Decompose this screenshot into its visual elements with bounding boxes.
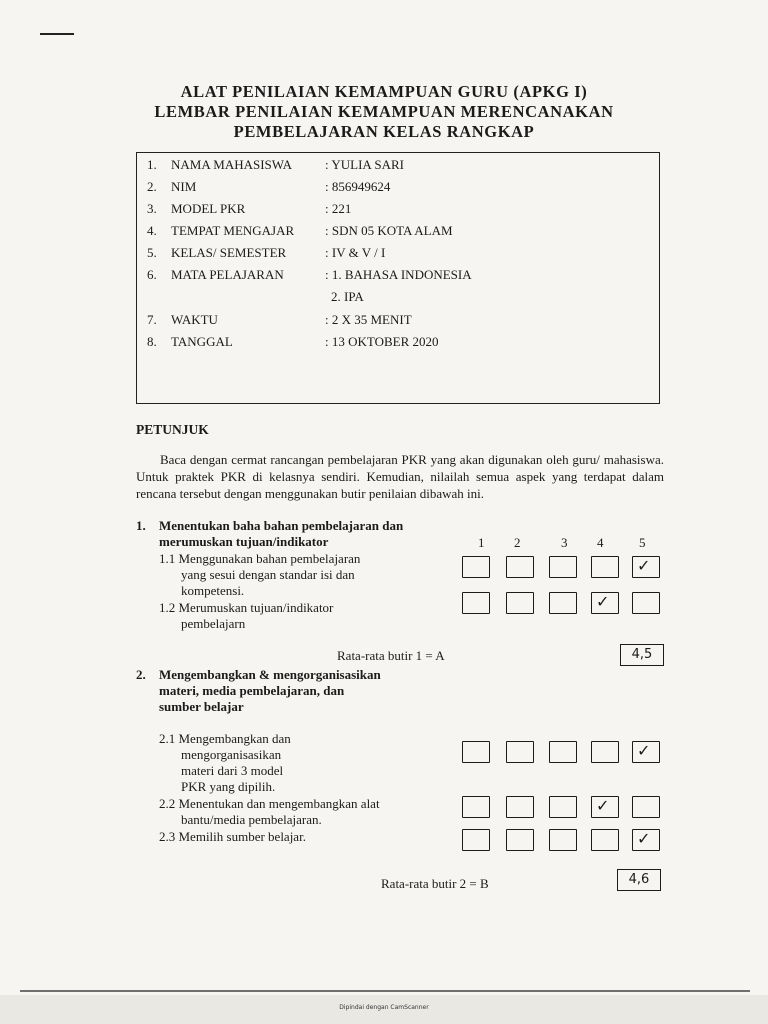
- info-row-subject-2: [137, 289, 657, 307]
- instructions-heading: PETUNJUK: [136, 422, 209, 437]
- average-2-label: Rata-rata butir 2 = B: [381, 876, 489, 891]
- score-checkbox-2-3-1[interactable]: [462, 829, 490, 851]
- score-checkbox-2-2-1[interactable]: [462, 796, 490, 818]
- check-mark-icon: ✓: [637, 741, 651, 760]
- score-checkbox-1-1-1[interactable]: [462, 556, 490, 578]
- item-line: 2.1 Mengembangkan dan: [159, 731, 291, 746]
- section-2-heading-line-1: Mengembangkan & mengorganisasikan: [159, 667, 381, 682]
- item-2-3: [159, 829, 439, 845]
- info-row-model: [137, 201, 657, 219]
- pen-dash-mark: [40, 33, 74, 35]
- score-checkbox-2-2-3[interactable]: [549, 796, 577, 818]
- info-row-time: [137, 312, 657, 330]
- info-label: NIM: [171, 179, 197, 194]
- item-line: bantu/media pembelajaran.: [181, 812, 322, 827]
- score-checkbox-2-1-1[interactable]: [462, 741, 490, 763]
- item-line: yang sesui dengan standar isi dan: [181, 567, 355, 582]
- info-num: 5.: [147, 245, 157, 260]
- scale-label-2: 2: [514, 535, 521, 550]
- score-checkbox-1-1-5[interactable]: [632, 556, 660, 578]
- info-value: : 2 X 35 MENIT: [325, 312, 412, 327]
- score-checkbox-2-3-2[interactable]: [506, 829, 534, 851]
- check-mark-icon: ✓: [596, 592, 610, 611]
- info-value: : 1. BAHASA INDONESIA: [325, 267, 472, 282]
- item-line: mengorganisasikan: [181, 747, 282, 762]
- item-2-1: [159, 731, 379, 795]
- item-line: PKR yang dipilih.: [181, 779, 276, 794]
- info-num: 4.: [147, 223, 157, 238]
- score-checkbox-1-1-2[interactable]: [506, 556, 534, 578]
- section-1-heading-line-2: merumuskan tujuan/indikator: [159, 534, 329, 549]
- info-num: 6.: [147, 267, 157, 282]
- scale-label-5: 5: [639, 535, 646, 550]
- info-label: MATA PELAJARAN: [171, 267, 284, 282]
- info-label: TEMPAT MENGAJAR: [171, 223, 295, 238]
- scale-label-4: 4: [597, 535, 604, 550]
- title-line-2: LEMBAR PENILAIAN KEMAMPUAN MERENCANAKAN: [154, 102, 614, 121]
- scale-label-1: 1: [478, 535, 485, 550]
- info-label: NAMA MAHASISWA: [171, 157, 292, 172]
- item-line: materi dari 3 model: [181, 763, 284, 778]
- identity-box: [136, 152, 660, 404]
- info-label: WAKTU: [171, 312, 218, 327]
- info-num: 3.: [147, 201, 157, 216]
- item-1-1: [159, 551, 419, 599]
- score-checkbox-2-3-3[interactable]: [549, 829, 577, 851]
- info-row-place: [137, 223, 657, 241]
- item-line: 1.2 Merumuskan tujuan/indikator: [159, 600, 334, 615]
- scale-label-3: 3: [561, 535, 568, 550]
- info-value: : 221: [325, 201, 352, 216]
- score-checkbox-2-2-2[interactable]: [506, 796, 534, 818]
- score-checkbox-1-2-1[interactable]: [462, 592, 490, 614]
- scanner-footer: Dipindai dengan CamScanner: [339, 1004, 429, 1011]
- section-2-number: 2.: [136, 667, 146, 682]
- score-checkbox-2-2-5[interactable]: [632, 796, 660, 818]
- item-line: kompetensi.: [181, 583, 245, 598]
- score-checkbox-1-2-3[interactable]: [549, 592, 577, 614]
- item-line: pembelajarn: [181, 616, 246, 631]
- info-value: : 856949624: [325, 179, 391, 194]
- item-1-2: [159, 600, 419, 632]
- info-num: 8.: [147, 334, 157, 349]
- info-value: : IV & V / I: [325, 245, 386, 260]
- item-2-2: [159, 796, 439, 828]
- section-1-number: 1.: [136, 518, 146, 533]
- info-num: 7.: [147, 312, 157, 327]
- info-value: : SDN 05 KOTA ALAM: [325, 223, 453, 238]
- info-row-nim: [137, 179, 657, 197]
- info-value: 2. IPA: [331, 289, 364, 304]
- score-checkbox-1-2-2[interactable]: [506, 592, 534, 614]
- instructions-body: Baca dengan cermat rancangan pembelajaran PKR yang akan digunakan oleh guru/ mahasiswa. Untuk praktek PKR di kelasnya sendiri. Kemudian, nilailah semua aspek yang terdapat dalam rencana tersebut dengan menggunakan butir penilaian dibawah ini.: [136, 452, 664, 501]
- info-label: KELAS/ SEMESTER: [171, 245, 287, 260]
- score-checkbox-2-1-2[interactable]: [506, 741, 534, 763]
- score-checkbox-2-1-4[interactable]: [591, 741, 619, 763]
- score-checkbox-1-1-4[interactable]: [591, 556, 619, 578]
- section-2-heading-line-3: sumber belajar: [159, 699, 244, 714]
- score-checkbox-1-2-5[interactable]: [632, 592, 660, 614]
- check-mark-icon: ✓: [637, 829, 651, 848]
- score-checkbox-2-1-5[interactable]: [632, 741, 660, 763]
- average-1-box: 4,5: [620, 644, 664, 666]
- average-2-box: 4,6: [617, 869, 661, 891]
- score-checkbox-2-3-5[interactable]: [632, 829, 660, 851]
- info-label: MODEL PKR: [171, 201, 246, 216]
- section-1-heading-line-1: Menentukan baha bahan pembelajaran dan: [159, 518, 404, 533]
- info-num: 2.: [147, 179, 157, 194]
- title-line-3: PEMBELAJARAN KELAS RANGKAP: [233, 122, 535, 141]
- info-num: 1.: [147, 157, 157, 172]
- info-row-date: [137, 334, 657, 352]
- score-checkbox-1-1-3[interactable]: [549, 556, 577, 578]
- check-mark-icon: ✓: [596, 796, 610, 815]
- title-line-1: ALAT PENILAIAN KEMAMPUAN GURU (APKG I): [180, 82, 588, 101]
- item-line: 2.2 Menentukan dan mengembangkan alat: [159, 796, 380, 811]
- score-checkbox-2-1-3[interactable]: [549, 741, 577, 763]
- info-row-class: [137, 245, 657, 263]
- info-row-name: [137, 157, 657, 175]
- item-line: 1.1 Menggunakan bahan pembelajaran: [159, 551, 361, 566]
- check-mark-icon: ✓: [637, 556, 651, 575]
- info-label: TANGGAL: [171, 334, 233, 349]
- info-value: : 13 OKTOBER 2020: [325, 334, 439, 349]
- average-1-label: Rata-rata butir 1 = A: [337, 648, 445, 663]
- page-bottom-edge: [20, 990, 750, 992]
- info-value: : YULIA SARI: [325, 157, 404, 172]
- score-checkbox-1-2-4[interactable]: [591, 592, 619, 614]
- info-row-subject: [137, 267, 657, 285]
- instructions-text: [136, 451, 664, 502]
- score-checkbox-2-2-4[interactable]: [591, 796, 619, 818]
- score-checkbox-2-3-4[interactable]: [591, 829, 619, 851]
- section-2-heading-line-2: materi, media pembelajaran, dan: [159, 683, 345, 698]
- item-line: 2.3 Memilih sumber belajar.: [159, 829, 306, 844]
